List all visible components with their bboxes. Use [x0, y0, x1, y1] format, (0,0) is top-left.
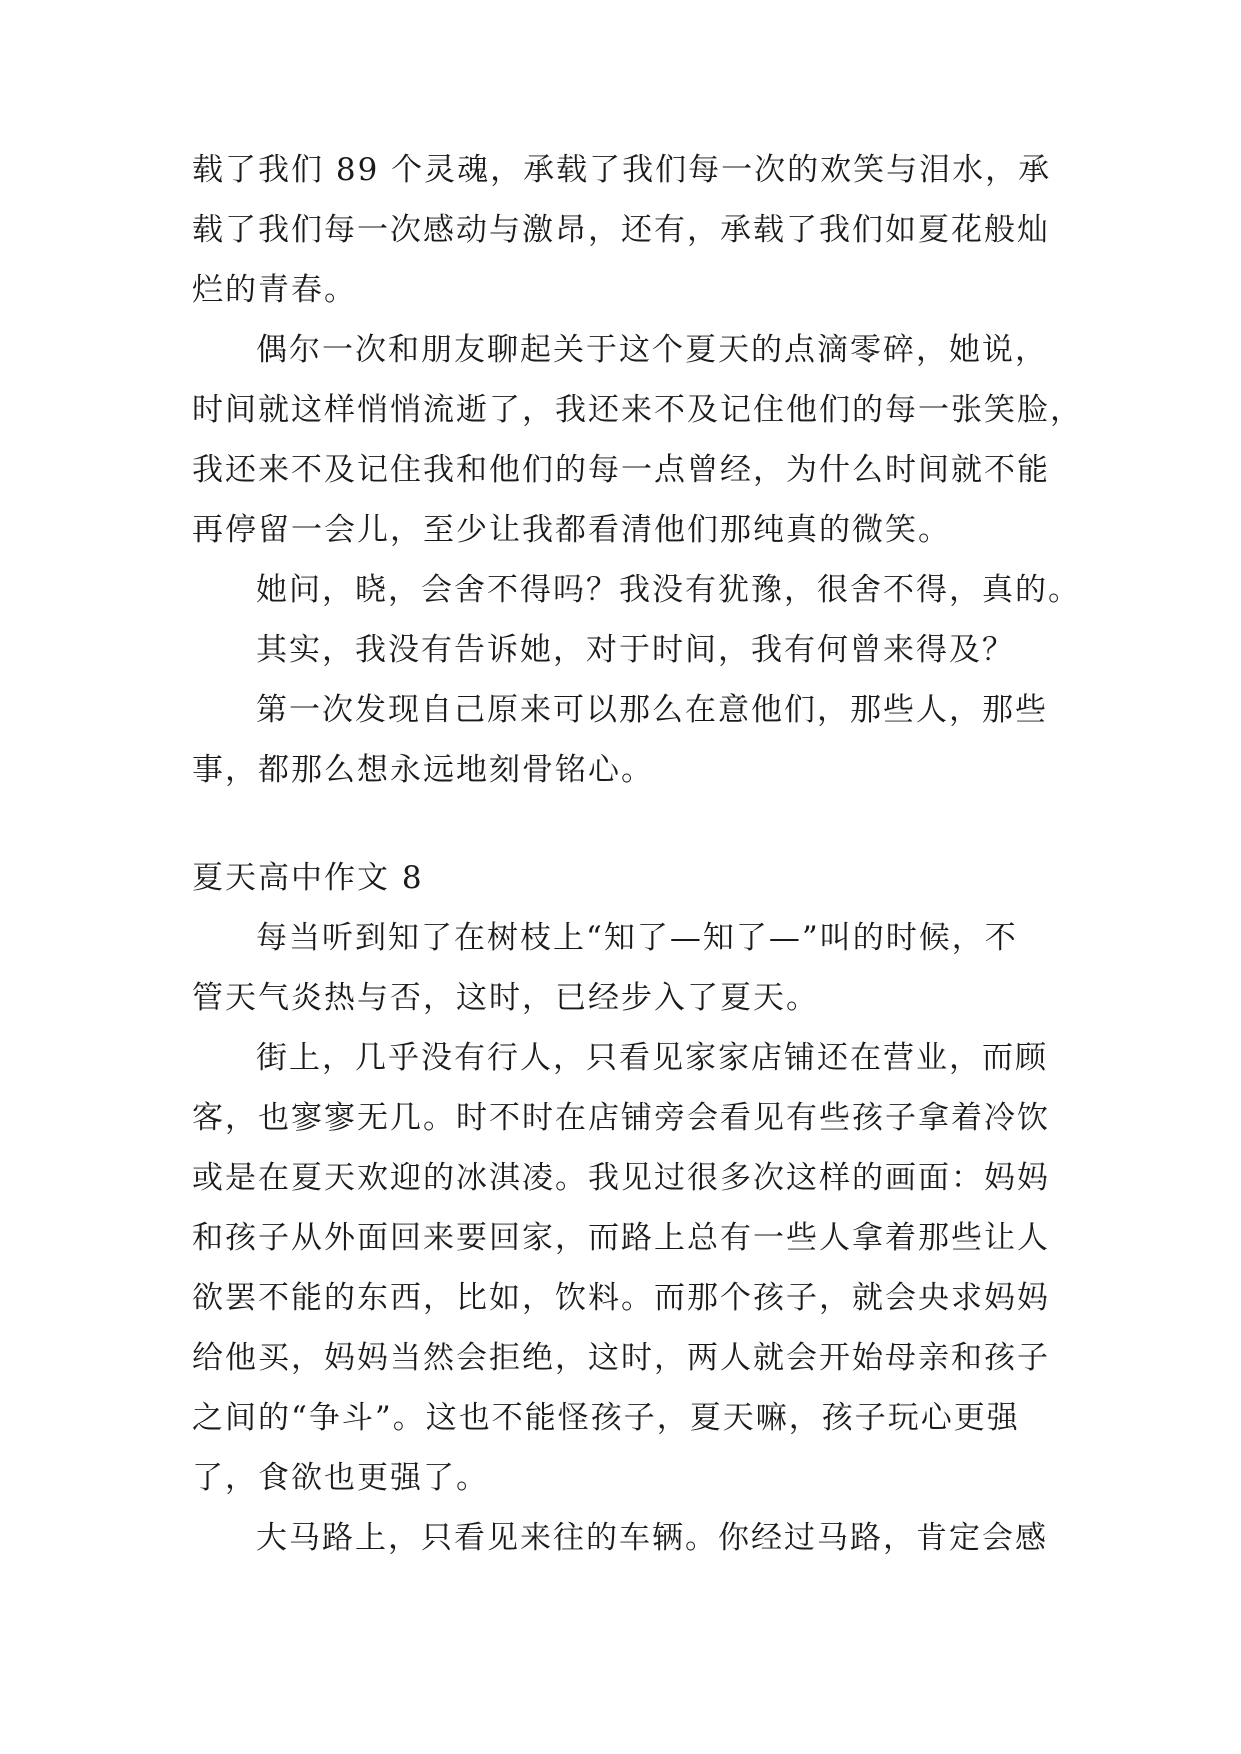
text-line: 给他买，妈妈当然会拒绝，这时，两人就会开始母亲和孩子 [192, 1340, 1050, 1376]
text-line: 烂的青春。 [192, 272, 357, 308]
text-line: 大马路上，只看见来往的车辆。你经过马路，肯定会感 [256, 1520, 1048, 1556]
text-line: 她问，晓，会舍不得吗？我没有犹豫，很舍不得，真的。 [256, 572, 1081, 608]
text-line: 或是在夏天欢迎的冰淇凌。我见过很多次这样的画面：妈妈 [192, 1160, 1050, 1196]
text-line: 事，都那么想永远地刻骨铭心。 [192, 752, 654, 788]
text-line: 载了我们 89 个灵魂，承载了我们每一次的欢笑与泪水，承 [192, 152, 1052, 188]
text-line: 载了我们每一次感动与激昂，还有，承载了我们如夏花般灿 [192, 212, 1050, 248]
text-line: 欲罢不能的东西，比如，饮料。而那个孩子，就会央求妈妈 [192, 1280, 1050, 1316]
text-line: 第一次发现自己原来可以那么在意他们，那些人，那些 [256, 692, 1048, 728]
text-line: 街上，几乎没有行人，只看见家家店铺还在营业，而顾 [256, 1040, 1048, 1076]
text-line: 再停留一会儿，至少让我都看清他们那纯真的微笑。 [192, 512, 951, 548]
text-line: 我还来不及记住我和他们的每一点曾经，为什么时间就不能 [192, 452, 1050, 488]
text-line: 之间的“争斗”。这也不能怪孩子，夏天嘛，孩子玩心更强 [192, 1400, 1020, 1436]
text-line: 每当听到知了在树枝上“知了—知了—”叫的时候，不 [256, 920, 1018, 956]
text-line: 管天气炎热与否，这时，已经步入了夏天。 [192, 980, 819, 1016]
text-line: 时间就这样悄悄流逝了，我还来不及记住他们的每一张笑脸， [192, 392, 1083, 428]
text-line: 客，也寥寥无几。时不时在店铺旁会看见有些孩子拿着冷饮 [192, 1100, 1050, 1136]
text-line: 和孩子从外面回来要回家，而路上总有一些人拿着那些让人 [192, 1220, 1050, 1256]
text-line: 偶尔一次和朋友聊起关于这个夏天的点滴零碎，她说， [256, 332, 1048, 368]
section-heading: 夏天高中作文 8 [192, 860, 424, 896]
text-line: 了，食欲也更强了。 [192, 1460, 489, 1496]
text-line: 其实，我没有告诉她，对于时间，我有何曾来得及？ [256, 632, 1015, 668]
